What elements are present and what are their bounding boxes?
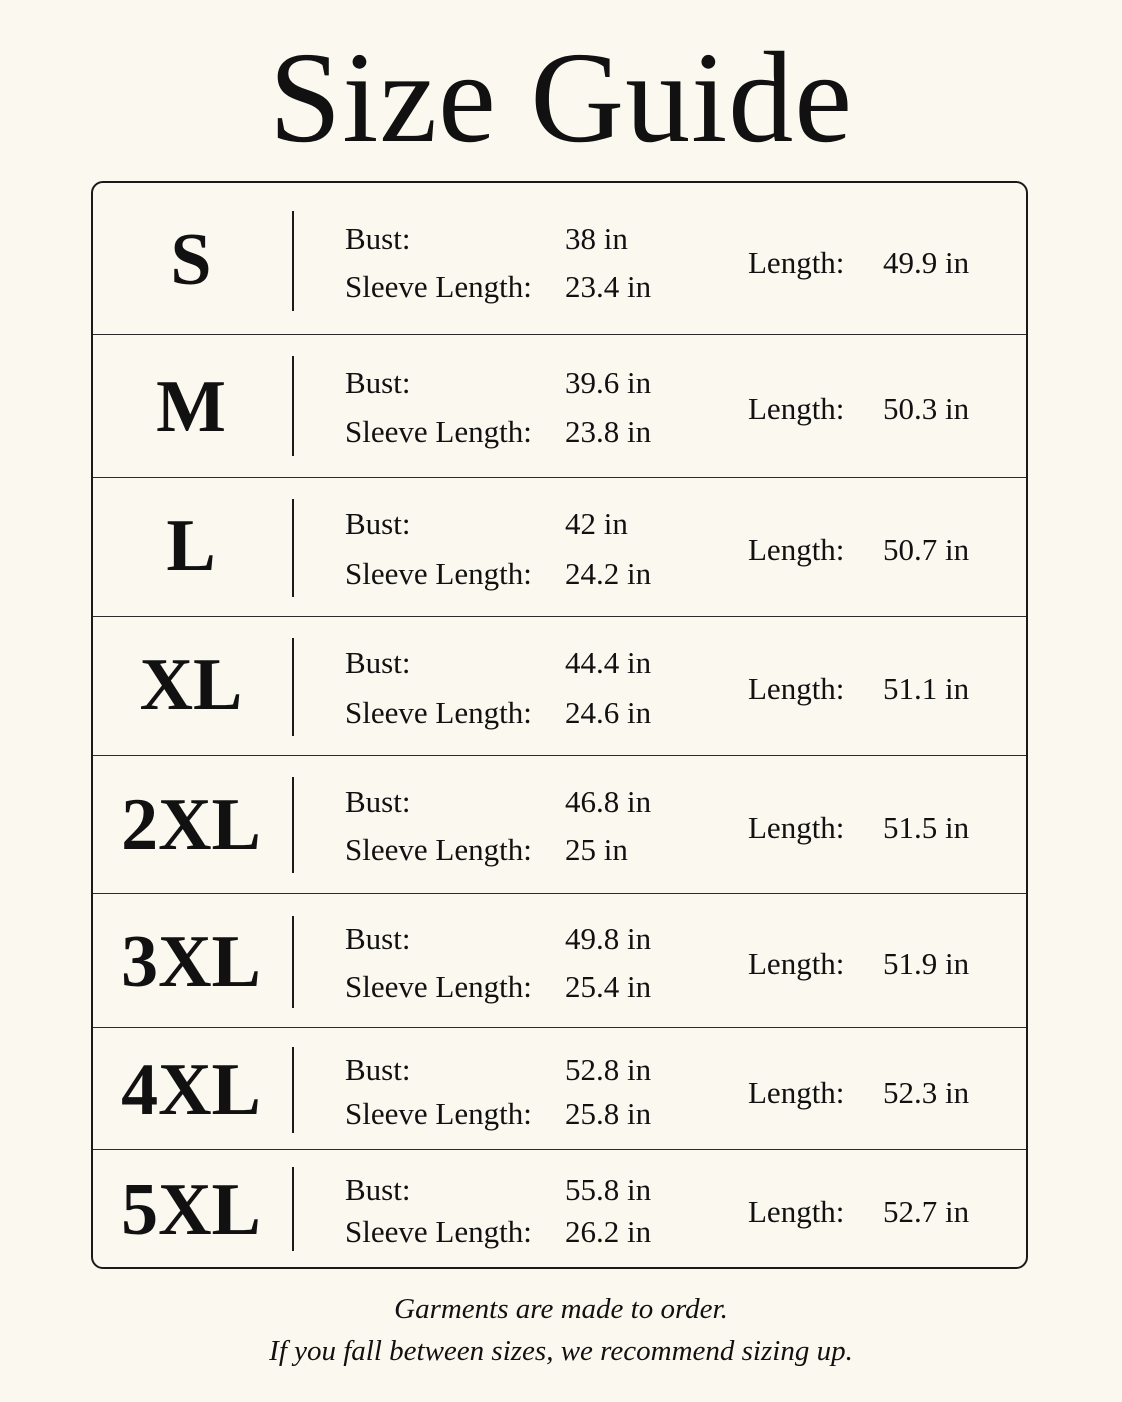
length-label: Length: (748, 946, 845, 981)
size-label: 3XL (121, 921, 261, 1003)
sleeve-length-value: 26.2 in (565, 1214, 652, 1249)
page-title: Size Guide (268, 26, 854, 170)
bust-label: Bust: (345, 784, 411, 819)
row-divider-line (292, 211, 294, 311)
size-row-xl (93, 617, 1026, 756)
sleeve-length-value: 23.8 in (565, 414, 652, 449)
row-divider-line (292, 916, 294, 1008)
sleeve-length-label: Sleeve Length: (345, 1214, 532, 1249)
bust-label: Bust: (345, 645, 411, 680)
bust-value: 46.8 in (565, 784, 652, 819)
size-label: L (166, 505, 216, 587)
bust-label: Bust: (345, 365, 411, 400)
bust-label: Bust: (345, 1052, 411, 1087)
length-label: Length: (748, 1075, 845, 1110)
length-value: 50.7 in (883, 532, 970, 567)
size-row-m (93, 335, 1026, 478)
length-value: 52.7 in (883, 1194, 970, 1229)
length-label: Length: (748, 245, 845, 280)
size-row-3xl (93, 894, 1026, 1028)
size-label: S (170, 219, 212, 301)
length-label: Length: (748, 532, 845, 567)
sleeve-length-value: 25.4 in (565, 969, 652, 1004)
sleeve-length-value: 24.6 in (565, 695, 652, 730)
sleeve-length-value: 23.4 in (565, 269, 652, 304)
sleeve-length-label: Sleeve Length: (345, 269, 532, 304)
sleeve-length-value: 24.2 in (565, 556, 652, 591)
bust-label: Bust: (345, 506, 411, 541)
sleeve-length-value: 25.8 in (565, 1096, 652, 1131)
row-divider-line (292, 1167, 294, 1251)
bust-value: 44.4 in (565, 645, 652, 680)
size-table (91, 181, 1028, 1269)
length-label: Length: (748, 1194, 845, 1229)
footer-note-line-1: Garments are made to order. (394, 1293, 728, 1325)
size-row-s (93, 183, 1026, 335)
bust-value: 52.8 in (565, 1052, 652, 1087)
row-divider-line (292, 499, 294, 597)
bust-value: 49.8 in (565, 921, 652, 956)
size-label: 2XL (121, 784, 261, 866)
length-value: 52.3 in (883, 1075, 970, 1110)
bust-label: Bust: (345, 921, 411, 956)
sleeve-length-value: 25 in (565, 832, 628, 867)
sleeve-length-label: Sleeve Length: (345, 695, 532, 730)
length-label: Length: (748, 810, 845, 845)
sleeve-length-label: Sleeve Length: (345, 832, 532, 867)
bust-value: 42 in (565, 506, 628, 541)
length-value: 49.9 in (883, 245, 970, 280)
size-label: XL (139, 644, 243, 726)
sleeve-length-label: Sleeve Length: (345, 969, 532, 1004)
size-row-4xl (93, 1028, 1026, 1150)
bust-value: 55.8 in (565, 1172, 652, 1207)
bust-value: 38 in (565, 221, 628, 256)
length-value: 51.5 in (883, 810, 970, 845)
sleeve-length-label: Sleeve Length: (345, 1096, 532, 1131)
size-label: 4XL (121, 1049, 261, 1131)
bust-label: Bust: (345, 1172, 411, 1207)
bust-label: Bust: (345, 221, 411, 256)
footer-note-line-2: If you fall between sizes, we recommend sizing up. (269, 1335, 853, 1367)
length-value: 50.3 in (883, 391, 970, 426)
size-row-l (93, 478, 1026, 617)
sleeve-length-label: Sleeve Length: (345, 556, 532, 591)
length-label: Length: (748, 671, 845, 706)
row-divider-line (292, 356, 294, 456)
row-divider-line (292, 638, 294, 736)
size-label: M (156, 366, 226, 448)
length-value: 51.9 in (883, 946, 970, 981)
bust-value: 39.6 in (565, 365, 652, 400)
length-value: 51.1 in (883, 671, 970, 706)
row-divider-line (292, 1047, 294, 1133)
row-divider-line (292, 777, 294, 873)
sleeve-length-label: Sleeve Length: (345, 414, 532, 449)
length-label: Length: (748, 391, 845, 426)
size-row-5xl (93, 1150, 1026, 1269)
size-row-2xl (93, 756, 1026, 894)
size-label: 5XL (121, 1169, 261, 1251)
